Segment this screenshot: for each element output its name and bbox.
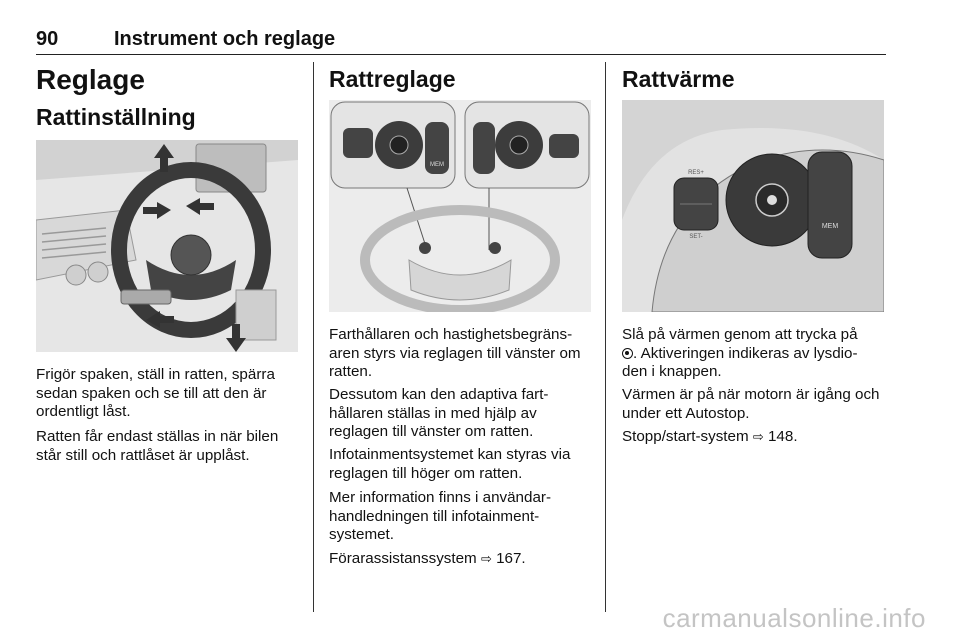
- heated-steering-button-illustration: [622, 100, 884, 312]
- watermark: carmanualsonline.info: [662, 603, 926, 633]
- set-label: SET-: [689, 234, 703, 240]
- steering-adjust-illustration: [36, 140, 298, 352]
- page-reference-arrow-icon: ⇨: [752, 430, 764, 445]
- column-divider: [313, 62, 314, 612]
- paragraph-adaptive-cruise: Dessutom kan den adaptiva fart- hållaren ställas in med hjälp av reglagen till vänster om ratten.: [329, 386, 549, 440]
- paragraph-release-lever: Frigör spaken, ställ in ratten, spärra sedan spaken och se till att den är ordentligt låst.: [36, 366, 275, 420]
- paragraph-heating-active: Värmen är på när motorn är igång och under ett Autostop.: [622, 386, 880, 422]
- paragraph-adjust-when-stopped: Ratten får endast ställas in när bilen står still och rattlåset är upplåst.: [36, 428, 279, 464]
- section-title-heated-steering-wheel: Rattvärme: [622, 66, 735, 92]
- page-reference-arrow-icon: ⇨: [480, 552, 492, 567]
- chapter-title: Instrument och reglage: [114, 28, 336, 50]
- mem-label: MEM: [430, 162, 444, 168]
- res-label: RES+: [688, 170, 704, 176]
- column-divider: [605, 62, 606, 612]
- subsection-title: Rattinställning: [36, 104, 196, 130]
- cross-reference-driver-assistance[interactable]: Förarassistanssystem ⇨ 167.: [329, 550, 526, 567]
- section-title-steering-controls: Rattreglage: [329, 66, 456, 92]
- page-header: [36, 26, 886, 55]
- paragraph-infotainment: Infotainmentsystemet kan styras via reglagen till höger om ratten.: [329, 446, 571, 482]
- mem-label: MEM: [821, 223, 839, 230]
- paragraph-activate-heating: Slå på värmen genom att trycka på . Aktiveringen indikeras av lysdio- den i knappen.: [622, 326, 858, 380]
- paragraph-cruise-control: Farthållaren och hastighetsbegräns- aren styrs via reglagen till vänster om ratten.: [329, 326, 581, 380]
- paragraph-more-info: Mer information finns i användar- handledningen till infotainment- systemet.: [329, 489, 552, 543]
- heated-steering-wheel-icon: [622, 348, 633, 359]
- page-number: 90: [36, 28, 59, 50]
- steering-controls-illustration: [329, 100, 591, 312]
- section-title: Reglage: [36, 64, 145, 95]
- cross-reference-stop-start[interactable]: Stopp/start-system ⇨ 148.: [622, 428, 798, 445]
